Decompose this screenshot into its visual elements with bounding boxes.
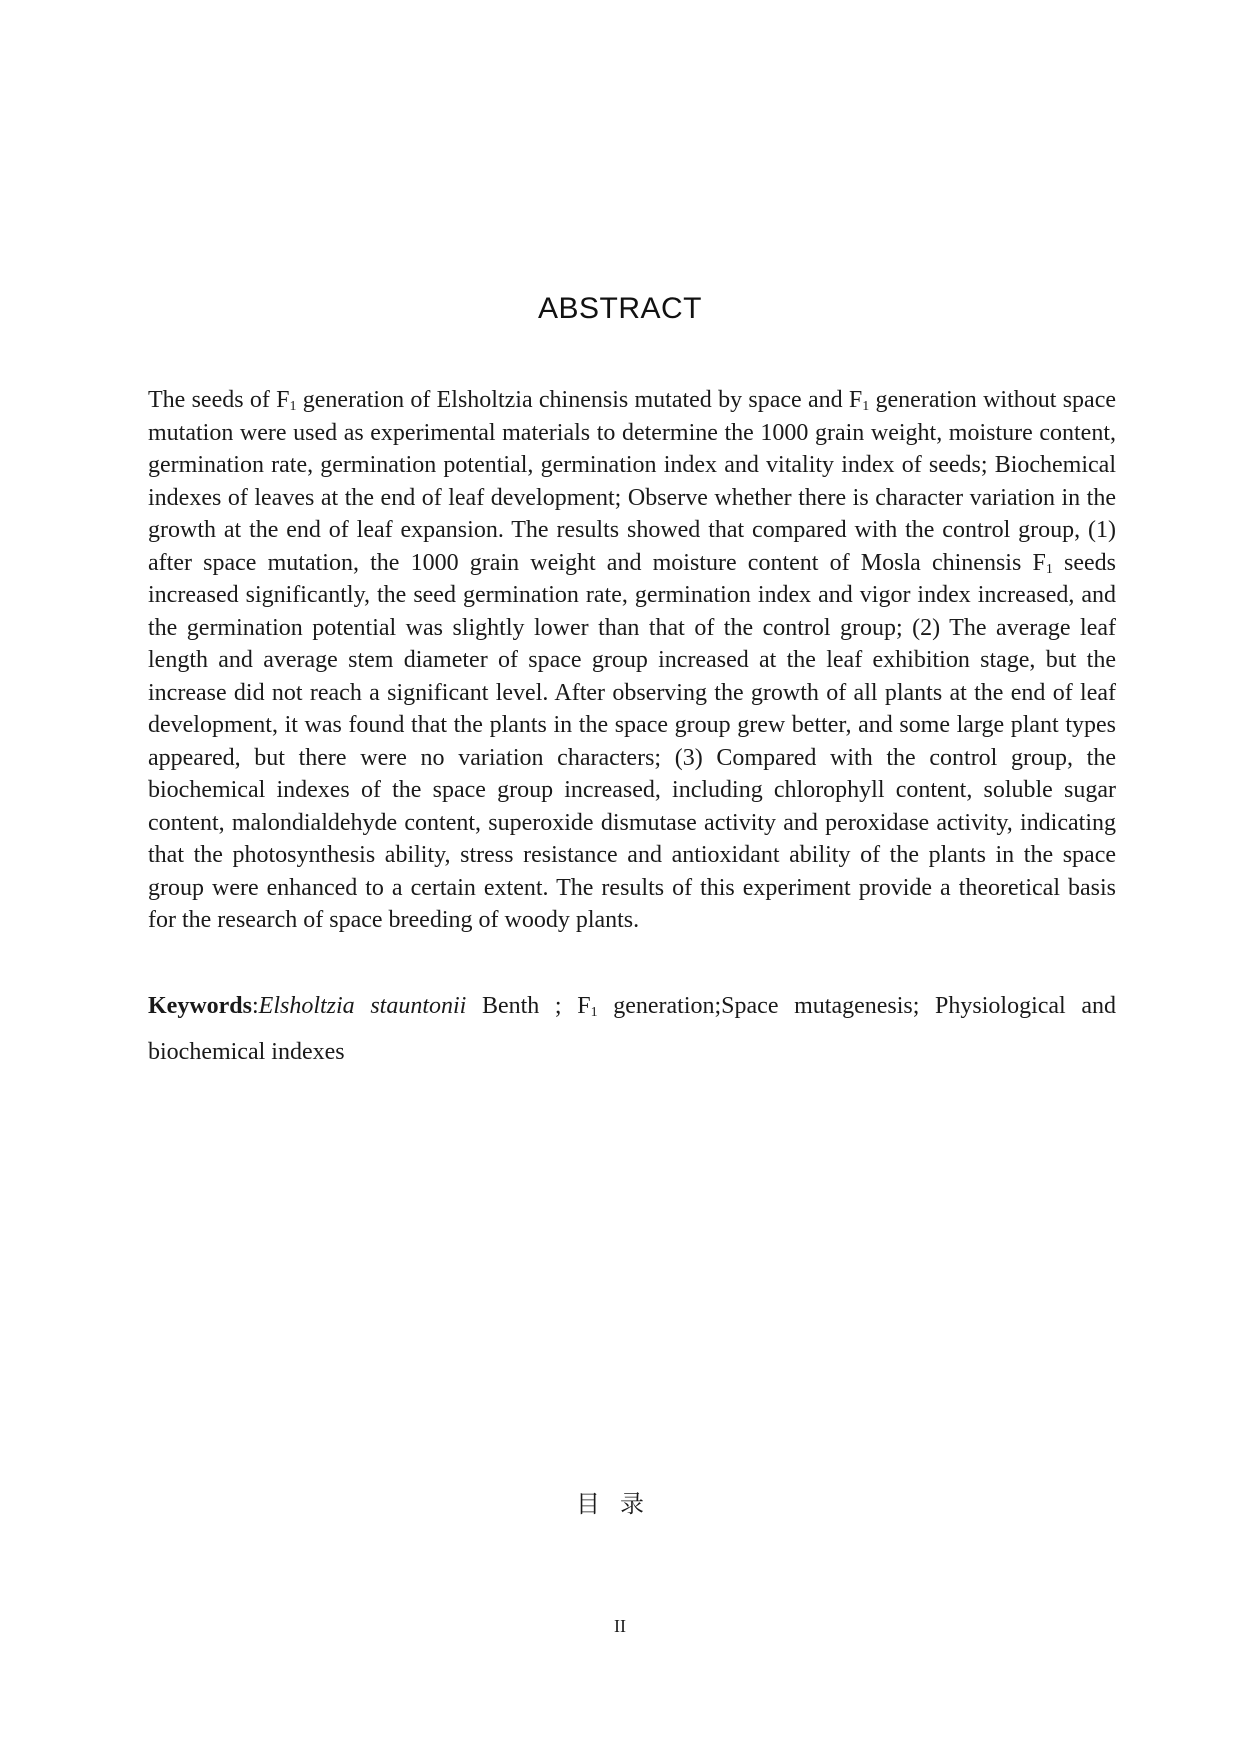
subscript-1: 1 xyxy=(289,399,297,414)
keywords-text-part: generation;Space mutagenesis; Physiological and biochemical indexes xyxy=(148,993,1116,1065)
toc-heading: 目录 xyxy=(576,1490,664,1518)
keywords-colon: : xyxy=(252,993,259,1019)
keywords-label: Keywords xyxy=(148,993,252,1019)
abstract-text-part: seeds increased significantly, the seed germination rate, germination index and vigor index increased, and the germination potential was slightly lower than that of the control group; (2) The average leaf length and average stem diameter of space group increased at the leaf exhibition stage, but the increase did not reach a significant level. After observing the growth of all plants at the end of leaf development, it was found that the plants in the space group grew better, and some large plant types appeared, but there were no variation characters; (3) Compared with the control group, the biochemical indexes of the space group increased, including chlorophyll content, soluble sugar content, malondialdehyde content, superoxide dismutase activity and peroxidase activity, indicating that the photosynthesis ability, stress resistance and antioxidant ability of the plants in the space group were enhanced to a certain extent. The results of this experiment provide a theoretical basis for the research of space breeding of woody plants. xyxy=(148,549,1116,933)
subscript-1: 1 xyxy=(590,1005,598,1020)
abstract-text-part: generation of Elsholtzia chinensis mutated by space and F xyxy=(296,387,863,413)
abstract-title: ABSTRACT xyxy=(537,292,703,325)
subscript-1: 1 xyxy=(1045,561,1053,577)
abstract-text-part: The seeds of F xyxy=(148,387,290,413)
page-number: II xyxy=(614,1616,626,1636)
keywords-paragraph xyxy=(148,983,1116,1075)
keyword-species: Elsholtzia stauntonii xyxy=(258,993,467,1019)
subscript-1: 1 xyxy=(862,399,870,414)
abstract-text-part: generation without space mutation were used as experimental materials to determine the 1000 grain weight, moisture content, germination rate, germination potential, germination index and vitality index of seeds; Biochemical indexes of leaves at the end of leaf development; Observe whether there is character variation in the growth at the end of leaf expansion. The results showed that compared with the control group, (1) after space mutation, the 1000 grain weight and moisture content of Mosla chinensis F xyxy=(148,387,1117,576)
keywords-text-part: Benth ; F xyxy=(466,993,591,1019)
abstract-paragraph xyxy=(148,384,1116,937)
